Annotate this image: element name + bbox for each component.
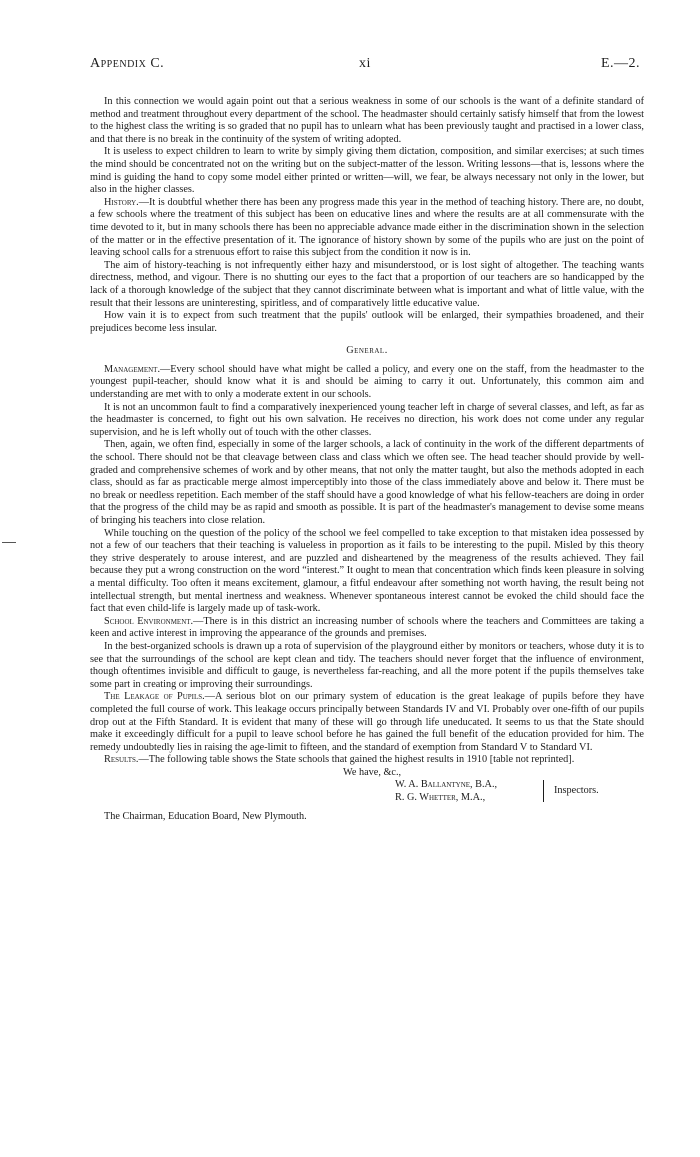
history-label: History.: [104, 196, 139, 208]
closing-salutation: We have, &c.,: [343, 766, 402, 778]
paragraph-history: [90, 197, 644, 260]
environment-label: School Environment.: [104, 615, 194, 627]
environment-text: —There is in this district an increasing number of schools where the teachers and Committees are taking a keen and active interest in improving the appearance of the grounds and premises.: [90, 615, 644, 640]
paragraph-writing-standard: In this connection we would again point out that a serious weakness in some of our schools is the want of a definite standard of method and treatment throughout every department of the school. The headmaster should certainly satisfy himself that from the lowest to the highest class the writing is so graded that no pupil has to unlearn what has been previously taught and practised in a lower class, and that there is no break in the continuity of the system of writing adopted.: [90, 96, 644, 145]
paragraph-leakage: [90, 691, 644, 754]
paragraph-management: [90, 364, 644, 402]
signature-brace: [543, 780, 548, 802]
leakage-text: —A serious blot on our primary system of education is the great leakage of pupils before they have completed the full course of work. This leakage occurs principally between Standards IV and VI. Probably over one-fifth of our pupils drop out at the Fifth Standard. It is evident that many of these will go through life uneducated. It seems to us that the State should make it exceedingly difficult for a pupil to leave school before he has gained the full benefit of the education provided for him. The remedy undoubtedly lies in raising the age-limit to fifteen, and the standard of exemption from Standard V to Standard VI.: [90, 691, 644, 753]
header-appendix: Appendix C.: [90, 56, 165, 71]
paragraph-writing-lessons: It is useless to expect children to learn to write by simply giving them dictation, composition, and similar exercises; at such times the mind should be concentrated not on the writing but on the subject-matter of the lesson. Writing lessons—that is, lessons where the mind is guiding the hand to copy some model either printed or written—will, we fear, be always necessary not only in the lower, but also in the higher classes.: [90, 146, 644, 196]
margin-mark: [2, 542, 16, 543]
signatory-whetter: R. G. Whetter, M.A.,: [395, 792, 486, 804]
addressee-line: The Chairman, Education Board, New Plymouth.: [104, 810, 307, 822]
paragraph-environment: [90, 616, 644, 641]
header-page-number: xi: [359, 56, 371, 71]
page-header: [90, 56, 640, 78]
paragraph-interest: While touching on the question of the policy of the school we feel compelled to take exception to that mistaken idea possessed by not a few of our teachers that their teaching is valueless in proportion as it fails to be interesting to the pupil. Misled by this theory they strive desperately to arouse interest, and are puzzled and disheartened by the meagreness of the results achieved. They fail because they put a wrong construction on the word “interest.” It ought to mean that concentration which finds keen pleasure in solving a mental difficulty. Too often it means excitement, glamour, a fitful endeavour after something not worth having, the result being not intellectual strength, but mental inertness and weakness. Whenever spontaneous interest cannot be evoked the child should face the fact that even child-life is largely made up of task-work.: [90, 527, 644, 615]
body-text: [90, 96, 644, 825]
paragraph-continuity: Then, again, we often find, especially in some of the larger schools, a lack of continuity in the work of the different departments of the school. There should not be that cleavage between class and class which we often see. The head teacher should provide by well-graded and comprehensive schemes of work and by other means, that not only the matter taught, but also the methods adopted in each class, should as far as practicable merge almost imperceptibly into those of the class immediately above and below it. There must be no break or needless repetition. Each member of the staff should have a good knowledge of what his fellow-teachers are doing in order that the progress of the child may be as rapid and smooth as possible. It is part of the headmaster's management to devise some means of bringing his teachers into close relation.: [90, 439, 644, 526]
closing-block: [90, 767, 644, 825]
signatory-ballantyne: W. A. Ballantyne, B.A.,: [395, 779, 498, 791]
results-label: Results.: [104, 754, 139, 766]
management-text: —Every school should have what might be called a policy, and every one on the staff, from the headmaster to the youngest pupil-teacher, should know what it is and should be aiming to carry it out. Unfortunately, this common aim and understanding are met with to only a moderate extent in our schools.: [90, 363, 644, 401]
paragraph-supervision: In the best-organized schools is drawn up a rota of supervision of the playground either by monitors or teachers, whose duty it is to see that the surroundings of the school are kept clean and tidy. The teachers should never forget that the influence of environment, though oftentimes invisible and difficult to gauge, is nevertheless far-reaching, and all the more potent if the pupils themselves take some part in creating or improving their surroundings.: [90, 640, 644, 690]
results-text: —The following table shows the State schools that gained the highest results in 1910 [table not reprinted].: [138, 754, 575, 766]
management-label: Management.: [104, 363, 161, 375]
leakage-label: The Leakage of Pupils.: [104, 691, 205, 703]
section-heading-general: General.: [346, 345, 388, 357]
history-text: —It is doubtful whether there has been any progress made this year in the method of teaching history. There are, no doubt, a few schools where the treatment of this subject has been on educative lines and where the results are at all commensurate with the time devoted to it, but in many schools there has been no appreciable advance made either in the discrimination shown in the selection of the matter or in the effective presentation of it. The ignorance of history shown by some of the pupils who are just on the point of leaving school calls for a strenuous effort to raise this subject from the condition it now is in.: [90, 196, 644, 259]
paragraph-results: [90, 754, 644, 767]
signatory-role: Inspectors.: [554, 784, 599, 796]
paragraph-history-aim: The aim of history-teaching is not infrequently either hazy and misunderstood, or is lost sight of altogether. The teaching wants directness, method, and vigour. There is no shutting our eyes to the fact that a proportion of our teachers are so handicapped by the lack of a thorough knowledge of the subject that they cannot discriminate between what is important and what of little value, with the result that their lessons are uninteresting, spiritless, and of comparatively little educative value.: [90, 259, 644, 309]
paragraph-inexperienced-teacher: It is not an uncommon fault to find a comparatively inexperienced young teacher left in charge of several classes, and left, as far as the headmaster is concerned, to fight out his own salvation. He receives no direction, his work does not come under any regular supervision, and he is left wholly out of touch with the other classes.: [90, 401, 644, 438]
paragraph-history-outlook: How vain it is to expect from such treatment that the pupils' outlook will be enlarged, their sympathies broadened, and their prejudices become less insular.: [90, 310, 644, 334]
header-document-code: E.—2.: [600, 56, 640, 71]
